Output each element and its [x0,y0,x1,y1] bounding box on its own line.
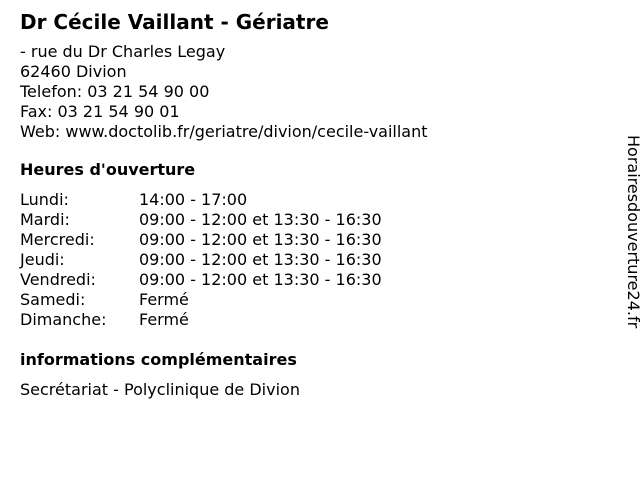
hours-thursday: 09:00 - 12:00 et 13:30 - 16:30 [139,250,382,269]
street-address: - rue du Dr Charles Legay [20,42,226,61]
brand-watermark: Horairesdouverture24.fr [624,135,643,329]
day-label-tuesday: Mardi: [20,210,70,229]
phone-number: Telefon: 03 21 54 90 00 [20,82,210,101]
opening-hours-heading: Heures d'ouverture [20,160,196,179]
day-label-saturday: Samedi: [20,290,86,309]
hours-wednesday: 09:00 - 12:00 et 13:30 - 16:30 [139,230,382,249]
postal-city: 62460 Divion [20,62,127,81]
hours-sunday: Fermé [139,310,189,329]
additional-info-text: Secrétariat - Polyclinique de Divion [20,380,300,399]
hours-monday: 14:00 - 17:00 [139,190,248,209]
day-label-wednesday: Mercredi: [20,230,95,249]
listing-card [20,8,600,400]
day-label-friday: Vendredi: [20,270,96,289]
hours-tuesday: 09:00 - 12:00 et 13:30 - 16:30 [139,210,382,229]
additional-info-heading: informations complémentaires [20,350,297,369]
day-label-sunday: Dimanche: [20,310,107,329]
day-label-monday: Lundi: [20,190,69,209]
website-link[interactable]: Web: www.doctolib.fr/geriatre/divion/cecile-vaillant [20,122,428,141]
hours-friday: 09:00 - 12:00 et 13:30 - 16:30 [139,270,382,289]
page-title: Dr Cécile Vaillant - Gériatre [20,10,329,34]
hours-saturday: Fermé [139,290,189,309]
fax-number: Fax: 03 21 54 90 01 [20,102,180,121]
opening-hours-table [20,190,600,330]
day-label-thursday: Jeudi: [20,250,65,269]
